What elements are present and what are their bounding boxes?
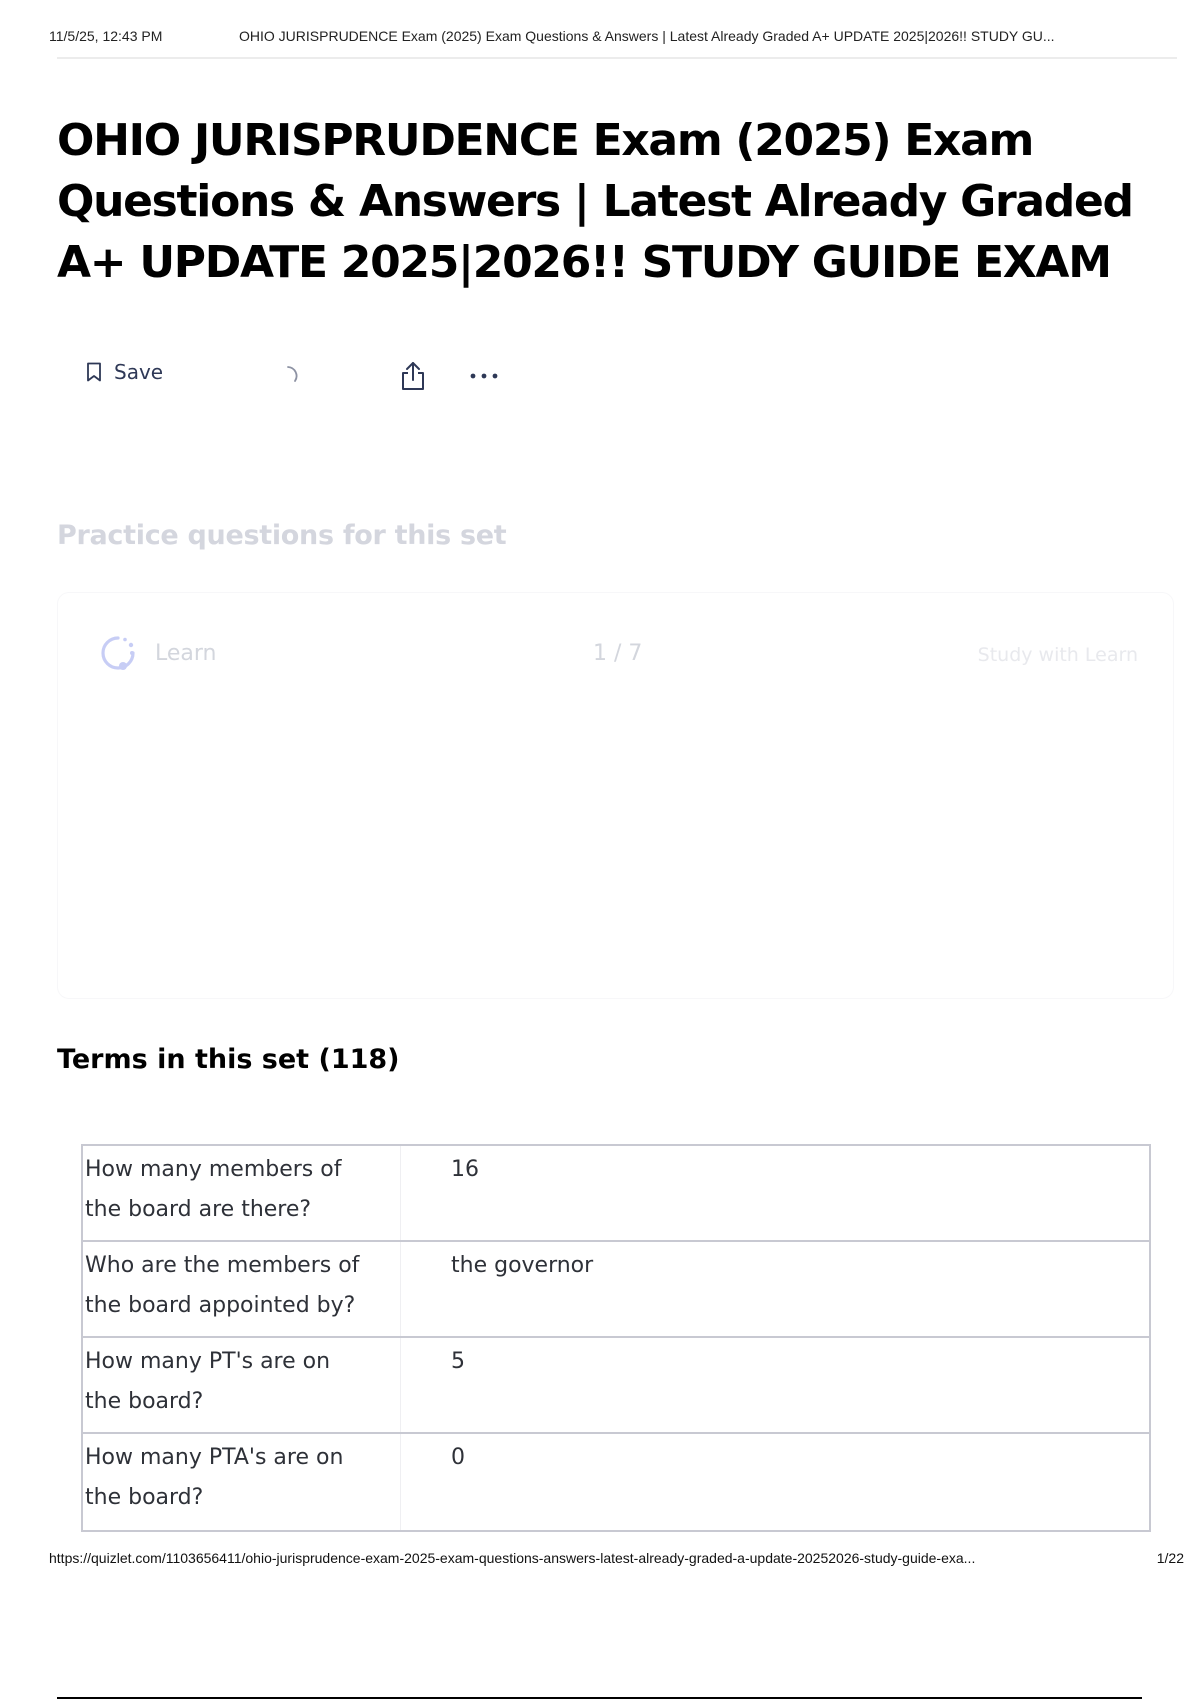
header-divider (57, 57, 1177, 59)
print-datetime: 11/5/25, 12:43 PM (49, 28, 163, 44)
table-row (83, 1242, 1149, 1338)
learn-card (57, 592, 1174, 999)
definition-cell: the governor (451, 1253, 594, 1278)
page-number: 1/22 (1156, 1550, 1184, 1566)
learn-row (98, 631, 1138, 675)
term-cell: How many PT's are on the board? (83, 1338, 401, 1432)
terms-heading: Terms in this set (118) (57, 1044, 400, 1075)
spinner-icon (276, 364, 300, 388)
definition-cell: 5 (451, 1349, 465, 1374)
learn-mode-label: Learn (155, 641, 217, 666)
save-button[interactable] (86, 360, 163, 384)
table-row (83, 1146, 1149, 1242)
study-with-learn-link[interactable]: Study with Learn (977, 644, 1138, 666)
definition-cell: 16 (451, 1157, 479, 1182)
print-doc-title: OHIO JURISPRUDENCE Exam (2025) Exam Questions & Answers | Latest Already Graded A+ UPDATE 2025|2026!! STUDY GU... (239, 28, 1055, 44)
bookmark-icon (86, 362, 102, 382)
term-cell: Who are the members of the board appointed by? (83, 1242, 401, 1336)
definition-cell: 0 (451, 1445, 465, 1470)
table-row (83, 1434, 1149, 1530)
term-cell: How many PTA's are on the board? (83, 1434, 401, 1530)
print-header (49, 28, 1179, 44)
question-progress: 1 / 7 (593, 641, 643, 666)
set-toolbar (86, 360, 526, 392)
print-url: https://quizlet.com/1103656411/ohio-jurisprudence-exam-2025-exam-questions-answers-latest-already-graded-a-update-20252026-study-guide-exa... (49, 1550, 976, 1566)
practice-heading: Practice questions for this set (57, 520, 507, 551)
terms-table (81, 1144, 1151, 1532)
term-cell: How many members of the board are there? (83, 1146, 401, 1240)
more-icon[interactable] (467, 368, 501, 384)
learn-icon (98, 633, 138, 673)
print-footer (49, 1550, 1184, 1566)
page-title: OHIO JURISPRUDENCE Exam (2025) Exam Questions & Answers | Latest Already Graded A+ UPDATE 2025|2026!! STUDY GUIDE EXAM (57, 115, 1133, 288)
table-row (83, 1338, 1149, 1434)
save-button-label: Save (114, 360, 164, 384)
share-icon[interactable] (398, 360, 428, 392)
bottom-divider (57, 1697, 1142, 1699)
